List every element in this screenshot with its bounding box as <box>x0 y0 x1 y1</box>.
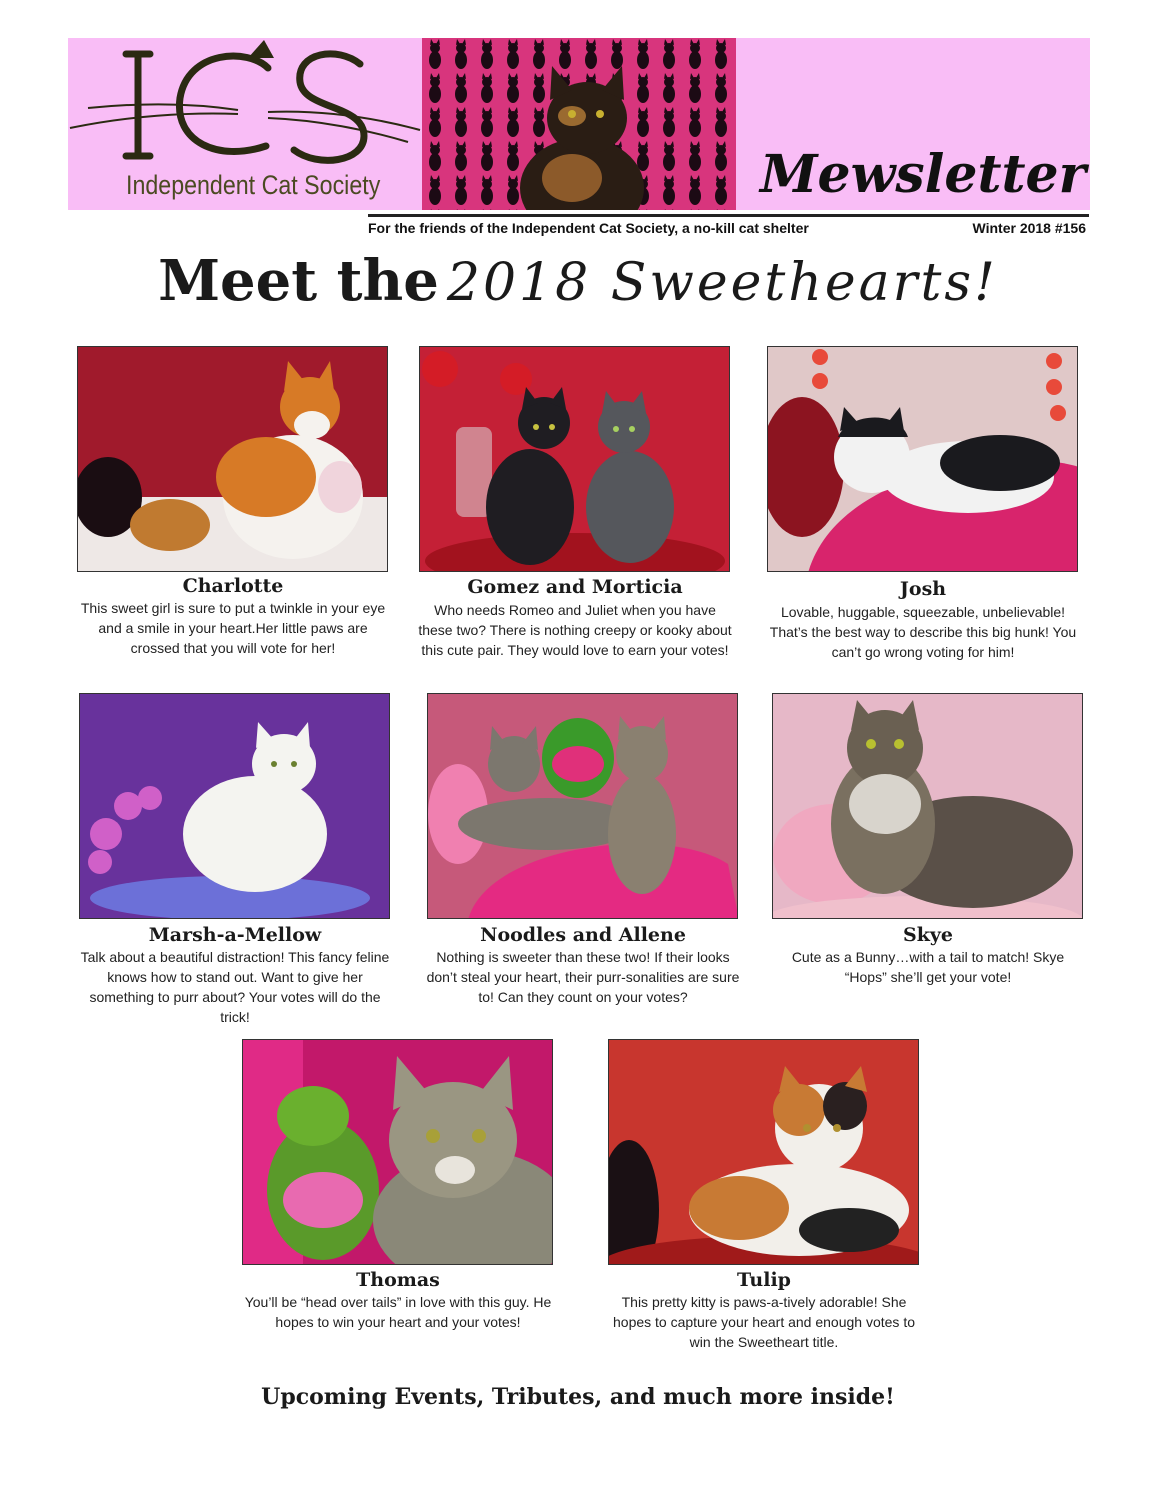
cat-name: Tulip <box>737 1269 791 1291</box>
cat-name: Charlotte <box>182 575 284 597</box>
masthead-rule <box>368 214 1089 217</box>
page-headline <box>0 248 1156 314</box>
cat-photo-thomas <box>242 1039 553 1265</box>
cat-name: Marsh-a-Mellow <box>148 924 322 946</box>
cat-description: This pretty kitty is paws-a-tively adorable! She hopes to capture your heart and enough votes to win the Sweetheart title. <box>613 1294 915 1350</box>
cat-name: Josh <box>899 578 947 600</box>
cat-photo-charlotte <box>77 346 388 572</box>
cat-photo-noodles-allene <box>427 693 738 919</box>
cat-name: Thomas <box>356 1269 440 1291</box>
ics-logo <box>68 38 422 210</box>
headline-part2: 2018 Sweethearts! <box>446 253 998 313</box>
cat-photo-josh <box>767 346 1078 572</box>
cat-photo-tulip <box>608 1039 919 1265</box>
cat-photo-skye <box>772 693 1083 919</box>
cat-description: Lovable, huggable, squeezable, unbelievable! That’s the best way to describe this big hunk! You can’t go wrong voting for him! <box>769 604 1077 660</box>
tagline: For the friends of the Independent Cat Society, a no-kill cat shelter <box>368 220 809 236</box>
headline-part1: Meet the <box>158 248 439 314</box>
cat-photo-gomez-morticia <box>419 346 730 572</box>
cat-description: Talk about a beautiful distraction! This fancy feline knows how to stand out. Want to give her something to purr about? Your votes will do the trick! <box>80 949 390 1025</box>
cat-description: Nothing is sweeter than these two! If their looks don’t steal your heart, their purr-sonalities are sure to! Can they count on your votes? <box>426 949 740 1005</box>
cat-description: This sweet girl is sure to put a twinkle in your eye and a smile in your heart.Her little paws are crossed that you will vote for her! <box>80 600 386 656</box>
cat-name: Gomez and Morticia <box>467 576 683 598</box>
masthead-banner <box>68 38 1090 210</box>
cat-description: You’ll be “head over tails” in love with this guy. He hopes to win your heart and your votes! <box>244 1294 552 1330</box>
cat-name: Noodles and Allene <box>480 924 686 946</box>
issue-label: Winter 2018 #156 <box>972 220 1086 236</box>
cat-description: Who needs Romeo and Juliet when you have these two? There is nothing creepy or kooky about this cute pair. They would love to earn your votes! <box>418 602 732 658</box>
masthead-cat-photo <box>422 38 736 210</box>
cat-photo-marsh-a-mellow <box>79 693 390 919</box>
footer-teaser: Upcoming Events, Tributes, and much more inside! <box>261 1384 895 1410</box>
logo-caption: Independent Cat Society <box>126 170 381 200</box>
cat-name: Skye <box>902 924 953 946</box>
newsletter-title: Mewsletter <box>759 144 1086 205</box>
cat-description: Cute as a Bunny…with a tail to match! Skye “Hops” she’ll get your vote! <box>791 949 1065 985</box>
